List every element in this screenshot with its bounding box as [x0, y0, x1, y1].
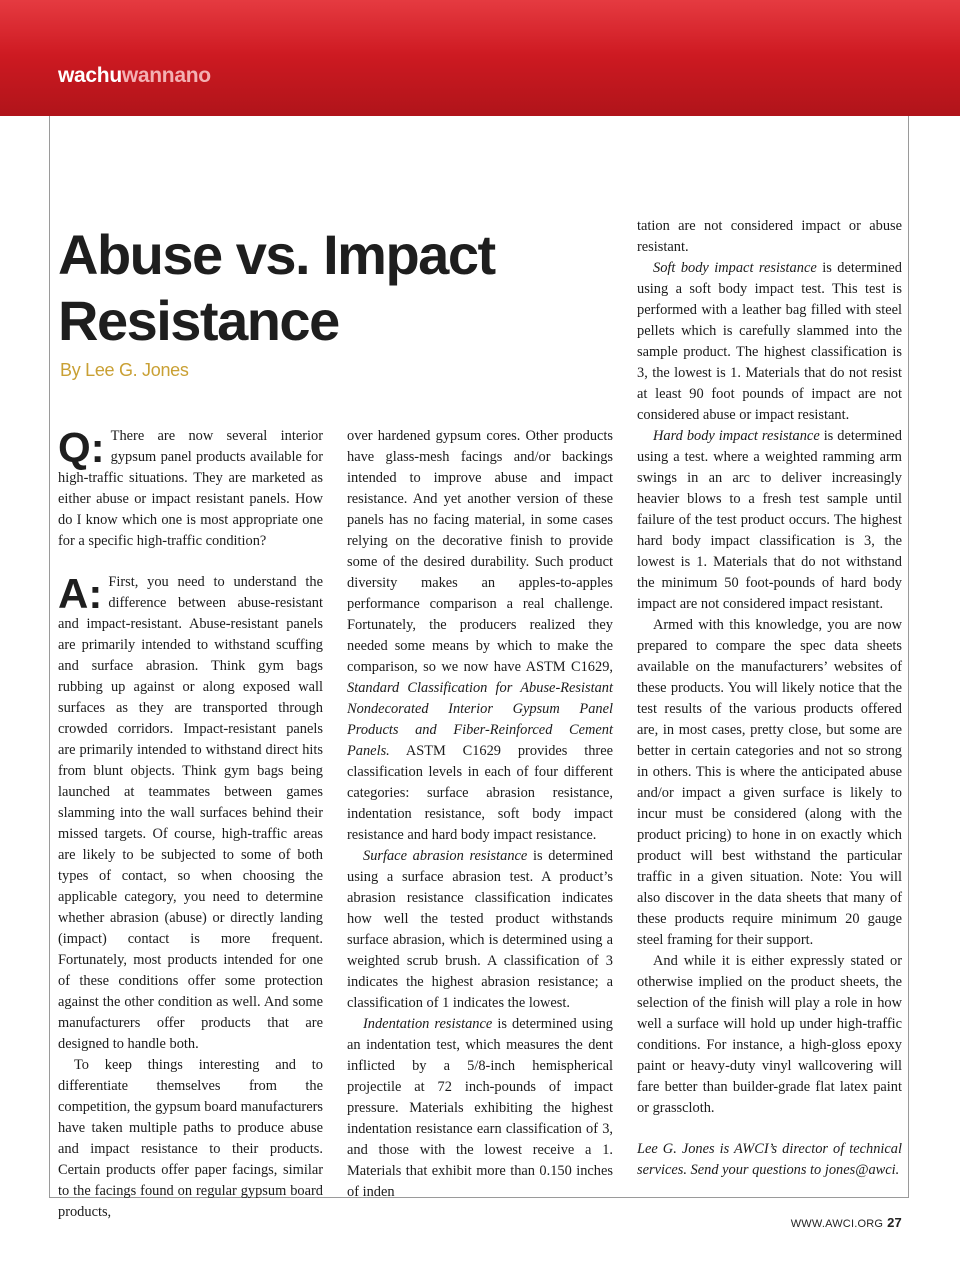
question-text: There are now several interior gypsum panel products available for high-traffic situations. They are marketed as either abuse or impact resistant panels. How do I know which one is most appropriate one for a specific high-traffic condition? [58, 428, 323, 549]
finish-paragraph: And while it is either expressly stated or otherwise implied on the product sheets, the selection of the finish will play a role in how well a surface will hold up under high-traffic conditions. For instance, a high-gloss epoxy paint or heavy-duty vinyl wallcovering will fare better than builder-grade flat latex paint or grasscloth. [637, 953, 902, 1116]
body-text-continued: over hardened gypsum cores. Other products have glass-mesh facings and/or backings intended to improve abuse and impact resistance. And yet another version of these panels has no facing material, in some cases relying on the decorative finish to provide some of the desired durability. Such product diversity makes an apples-to-apples performance comparison a real challenge. Fortunately, the producers realized they needed some means by which to make the comparison, so we now have ASTM C1629, [347, 428, 613, 675]
hard-body-text: is determined using a test. where a weighted ramming arm swings in an arc to deliver increasingly heavier blows to a fresh test sample until failure of the test product occurs. The highest hard body impact classification is 3, the lowest is 1. Materials that do not withstand the minimum 50 foot-pounds of hard body impact are not considered impact resistant. [637, 428, 902, 612]
title-line-1: Abuse vs. Impact [58, 223, 495, 286]
soft-body-paragraph [637, 258, 902, 426]
answer-text: First, you need to understand the difference between abuse-resistant and impact-resistant. Abuse-resistant panels are primarily intended to withstand scuffing and surface abrasion. Think gym bags rubbing up against or along exposed wall surfaces as they are transported through crowded corridors. Impact-resistant panels are primarily intended to withstand direct hits from blunt objects. Think gym bags being launched at teammates between games slamming into the wall surfaces behind their missed targets. Of course, high-traffic areas are likely to be subjected to some of both types of contact, so when choosing the applicable category, you need to determine whether abrasion (abuse) or directly landing (impact) contact is more frequent. Fortunately, most products intended for one of these conditions offer some protection against the other condition as well. And some manufacturers offer products that are designed to handle both. [58, 574, 323, 1052]
left-border-rule [49, 116, 50, 1198]
author-bio [637, 1139, 902, 1181]
author-bio-text: Lee G. Jones is AWCI’s director of technical services. Send your questions to jones@awci. [637, 1141, 902, 1178]
section-logo [58, 64, 211, 88]
body-paragraph [58, 1055, 323, 1223]
soft-body-text: is determined using a soft body impact test. This test is performed with a leather bag filled with steel pellets which is carefully slammed into the sample product. The highest classification is 3, the lowest is 1. Materials that do not resist at least 90 foot pounds of impact are not considered abuse or impact resistant. [637, 260, 902, 423]
indentation-term: Indentation resistance [363, 1016, 493, 1032]
indentation-paragraph [347, 1014, 613, 1203]
answer-paragraph [58, 572, 323, 1055]
armed-paragraph: Armed with this knowledge, you are now prepared to compare the spec data sheets available on the manufacturers’ websites of these products. You will likely notice that the test results of the various products offered are, in most cases, pretty close, but some are better in certain categories and not so strong in others. This is where the anticipated abuse and/or impact a given surface is likely to incur must be considered (along with the product pricing) to hone in on exactly which product will best withstand the particular traffic in a given situation. Note: You will also discover in the data sheets that many of these products require minimum 20 gauge steel framing for their support. [637, 617, 902, 948]
right-border-rule [908, 116, 909, 1198]
byline: By Lee G. Jones [60, 360, 189, 380]
body-paragraph-continued [347, 426, 613, 846]
column-2 [347, 426, 613, 1203]
surface-abrasion-paragraph [347, 846, 613, 1014]
column-3 [637, 216, 902, 1181]
standard-title: Standard Classification for Abuse-Resistant Nondecorated Interior Gypsum Panel Products and Fiber-Reinforced Cement Panels. [347, 680, 613, 759]
article-title [58, 222, 495, 354]
answer-dropcap: A: [58, 570, 103, 617]
surface-abrasion-term: Surface abrasion resistance [363, 848, 528, 864]
soft-body-term: Soft body impact resistance [653, 260, 817, 276]
header-banner [0, 0, 960, 116]
title-line-2: Resistance [58, 289, 339, 352]
indentation-paragraph-continued [637, 216, 902, 258]
logo-part-2: wannano [121, 64, 211, 87]
hard-body-paragraph [637, 426, 902, 615]
column-1 [58, 426, 323, 1223]
question-dropcap: Q: [58, 424, 105, 471]
indentation-text: is determined using an indentation test, which measures the dent inflicted by a 5/8-inch hemispherical projectile at 72 inch-pounds of impact pressure. Materials exhibiting the highest indentation resistance earn classification of 3, and those with the lowest receive a 1. Materials that exhibit more than 0.150 inches of inden [347, 1016, 613, 1200]
surface-abrasion-text: is determined using a surface abrasion test. A product’s abrasion resistance classification indicates how well the tested product withstands surface abrasion, which is determined using a weighted scrub brush. A classification of 3 indicates the highest abrasion resistance; a classification of 1 indicates the lowest. [347, 848, 613, 1011]
question-paragraph [58, 426, 323, 552]
hard-body-term: Hard body impact resistance [653, 428, 820, 444]
logo-part-1: wachu [58, 64, 122, 87]
indentation-text-continued: tation are not considered impact or abuse resistant. [637, 218, 902, 255]
footer-url: WWW.AWCI.ORG [790, 1218, 884, 1230]
page-number: 27 [887, 1215, 902, 1230]
body-text: To keep things interesting and to differentiate themselves from the competition, the gypsum board manufacturers have taken multiple paths to produce abuse and impact resistance to their products. Certain products offer paper facings, similar to the facings found on regular gypsum board products, [58, 1057, 323, 1220]
body-text-end: ASTM C1629 provides three classification levels in each of four different categories: surface abrasion resistance, indentation resistance, soft body impact resistance and hard body impact resistance. [347, 743, 613, 843]
page-footer [791, 1215, 902, 1230]
